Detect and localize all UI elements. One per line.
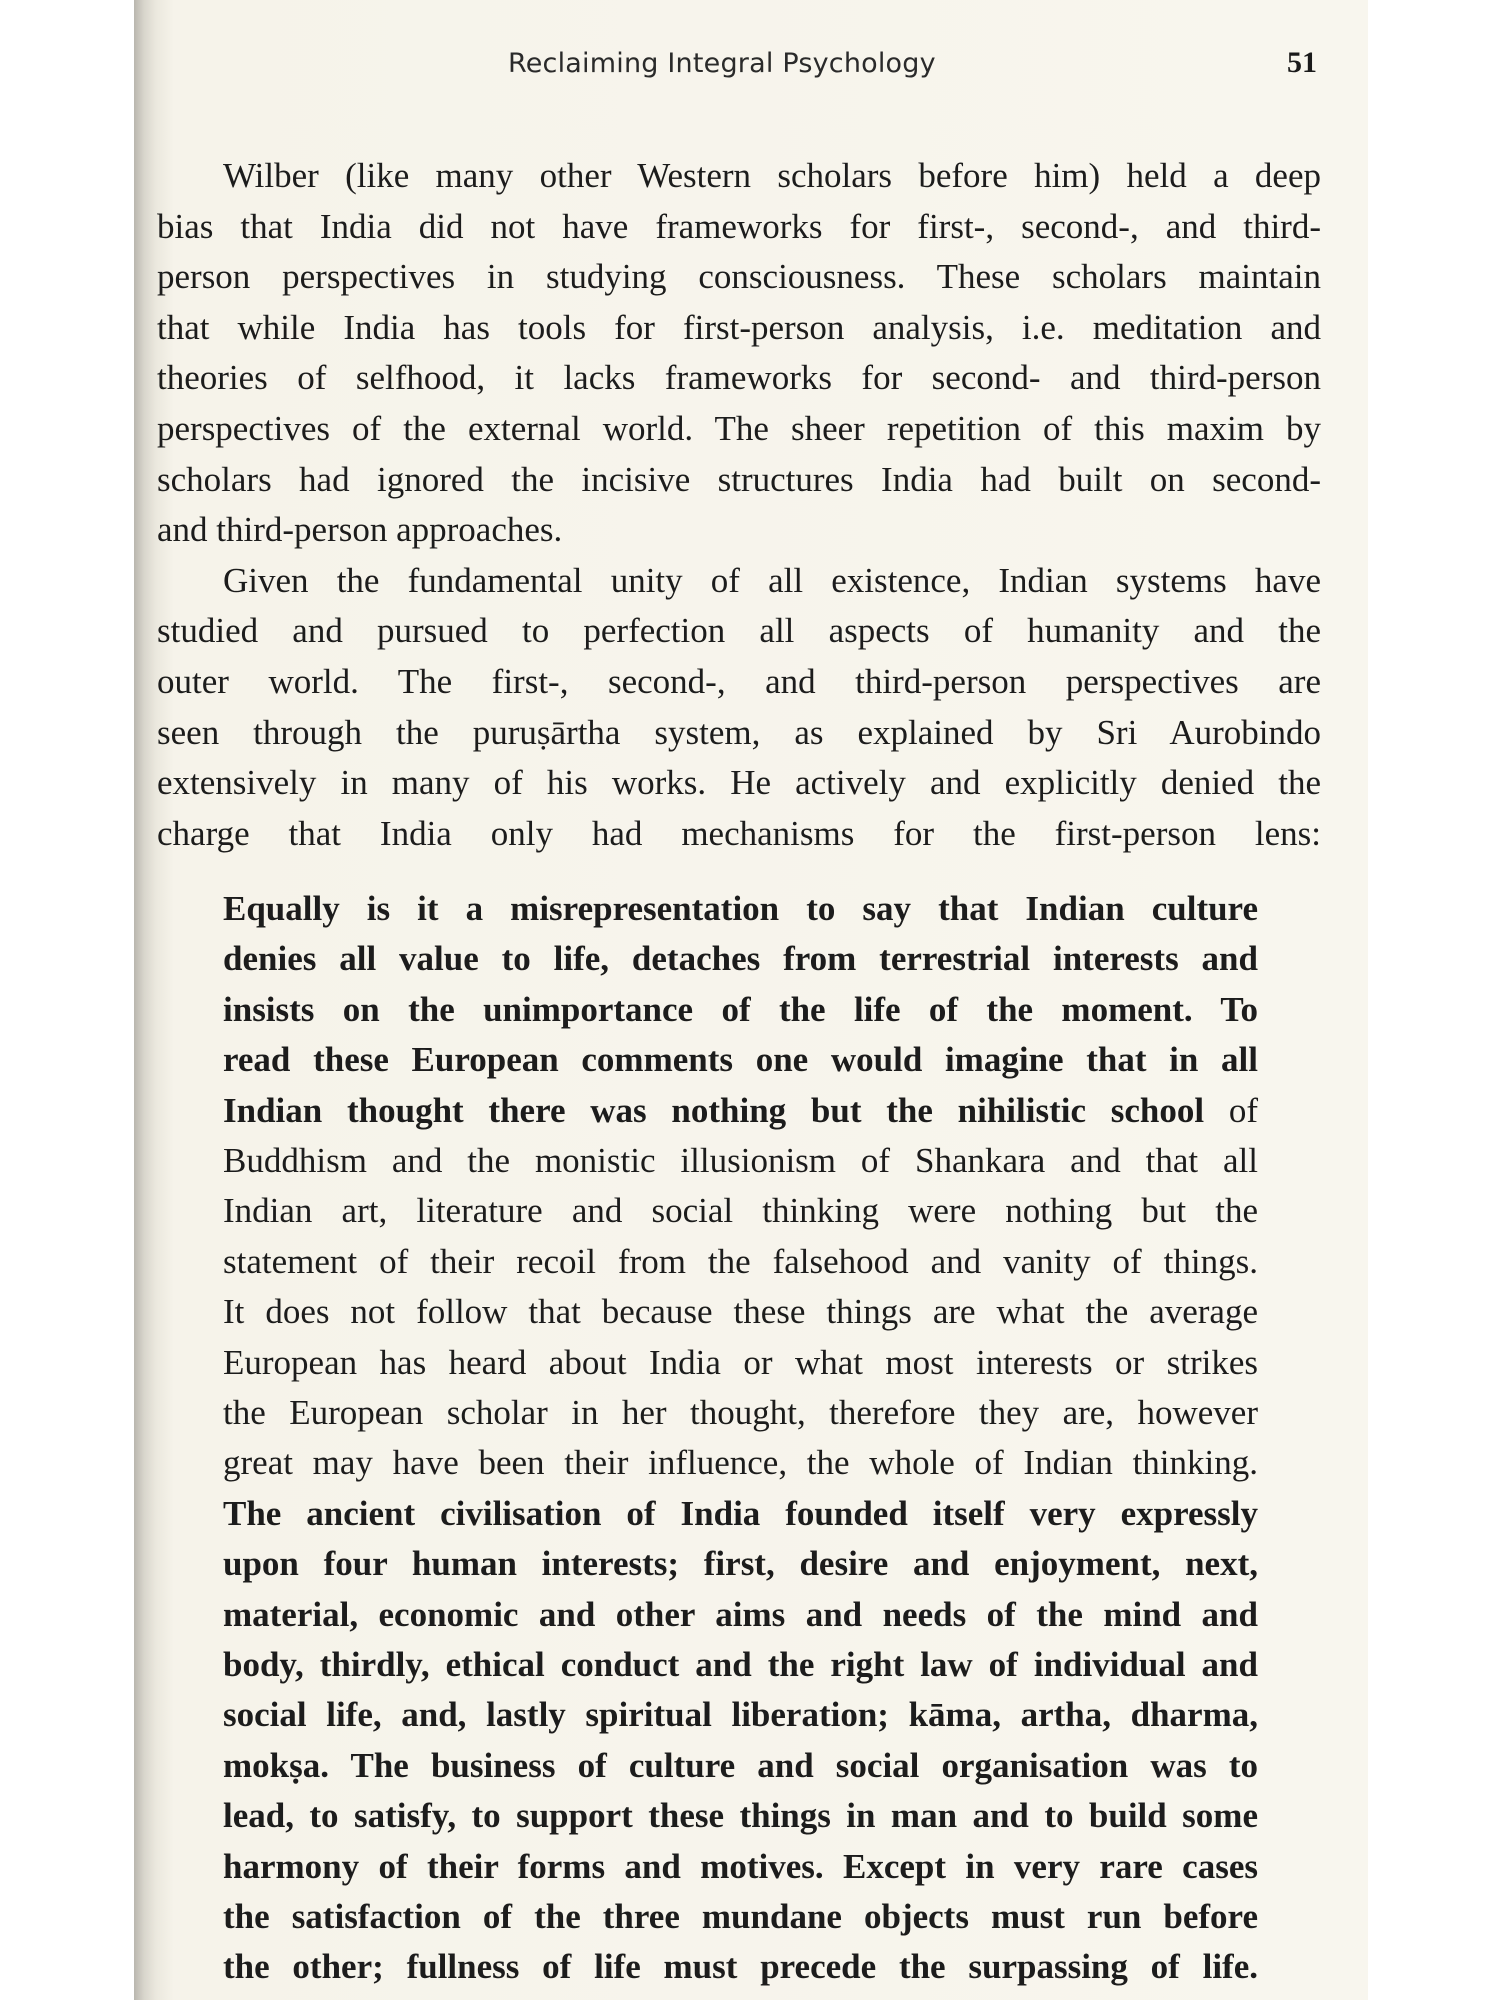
running-header: Reclaiming Integral Psychology [508,48,936,79]
quote-text: It does not follow that because these things are what the average [223,1292,1258,1332]
block-quote-line [223,1139,1258,1183]
block-quote-line [223,1895,1258,1939]
block-quote-line [223,1845,1258,1889]
block-quote-line [223,1391,1258,1435]
bold-quote-text: the other; fullness of life must precede the surpassing of life. [223,1947,1258,1987]
bold-quote-text: read these European comments one would imagine that in all [223,1040,1258,1080]
quote-text: Buddhism and the monistic illusionism of Shankara and that all [223,1141,1258,1180]
page-number: 51 [1287,46,1317,79]
quote-text: of [1204,1090,1258,1130]
block-quote-line [223,1593,1258,1637]
quote-text: European has heard about India or what most interests or strikes [223,1342,1258,1382]
block-quote-line [223,1341,1258,1385]
bold-quote-text: material, economic and other aims and needs of the mind and [223,1594,1258,1634]
paragraph-1-line: theories of selfhood, it lacks frameworks for second- and third-person [157,358,1321,398]
bold-quote-text: lead, to satisfy, to support these things in man and to build some [223,1796,1258,1836]
paragraph-2-line: extensively in many of his works. He actively and explicitly denied the [157,763,1321,803]
block-quote-line [223,1089,1258,1133]
block-quote-line [223,1794,1258,1838]
bold-quote-text: denies all value to life, detaches from terrestrial interests and [223,939,1258,979]
paragraph-1-line: bias that India did not have frameworks for first-, second-, and third- [157,206,1321,246]
bold-quote-text: upon four human interests; first, desire and enjoyment, next, [223,1544,1258,1584]
paragraph-1-line: perspectives of the external world. The sheer repetition of this maxim by [157,409,1321,448]
bold-quote-text: mokṣa. The business of culture and social organisation was to [223,1745,1258,1785]
quote-text: the European scholar in her thought, therefore they are, however [223,1393,1258,1432]
block-quote-line [223,1290,1258,1334]
block-quote-line [223,1693,1258,1737]
bold-quote-text: social life, and, lastly spiritual liberation; kāma, artha, dharma, [223,1695,1258,1735]
block-quote-line [223,1542,1258,1586]
block-quote-line [223,1945,1258,1989]
quote-text: great may have been their influence, the whole of Indian thinking. [223,1443,1258,1483]
bold-quote-text: Indian thought there was nothing but the nihilistic school [223,1090,1205,1130]
block-quote-line [223,1038,1258,1082]
block-quote-line [223,1441,1258,1485]
quote-text: statement of their recoil from the falsehood and vanity of things. [223,1241,1258,1281]
paragraph-1-line: scholars had ignored the incisive structures India had built on second- [157,459,1321,499]
bold-quote-text: the satisfaction of the three mundane objects must run before [223,1897,1258,1936]
block-quote-line [223,1643,1258,1687]
paragraph-2-line: studied and pursued to perfection all aspects of humanity and the [157,611,1321,651]
paragraph-1-line: that while India has tools for first-person analysis, i.e. meditation and [157,307,1321,347]
bold-quote-text: body, thirdly, ethical conduct and the right law of individual and [223,1645,1258,1684]
bold-quote-text: Equally is it a misrepresentation to say that Indian culture [223,889,1258,928]
paragraph-1-line: and third-person approaches. [157,510,563,550]
block-quote-line [223,1189,1258,1233]
block-quote-line [223,1240,1258,1284]
block-quote-line [223,1744,1258,1788]
block-quote-line [223,1492,1258,1536]
paragraph-2-line: Given the fundamental unity of all existence, Indian systems have [223,560,1321,600]
paragraph-2-line: outer world. The first-, second-, and third-person perspectives are [157,662,1321,701]
bold-quote-text: harmony of their forms and motives. Except in very rare cases [223,1846,1258,1886]
bold-quote-text: insists on the unimportance of the life of the moment. To [223,989,1258,1029]
block-quote-line [223,937,1258,981]
paragraph-1-line: person perspectives in studying consciousness. These scholars maintain [157,257,1321,297]
block-quote-line [223,887,1258,931]
quote-text: Indian art, literature and social thinking were nothing but the [223,1191,1258,1231]
paragraph-1-line: Wilber (like many other Western scholars before him) held a deep [223,156,1321,195]
bold-quote-text: The ancient civilisation of India founded itself very expressly [223,1493,1258,1533]
paragraph-2-line: charge that India only had mechanisms for the first-person lens: [157,813,1321,853]
paragraph-2-line: seen through the puruṣārtha system, as explained by Sri Aurobindo [157,712,1321,752]
block-quote-line [223,988,1258,1032]
